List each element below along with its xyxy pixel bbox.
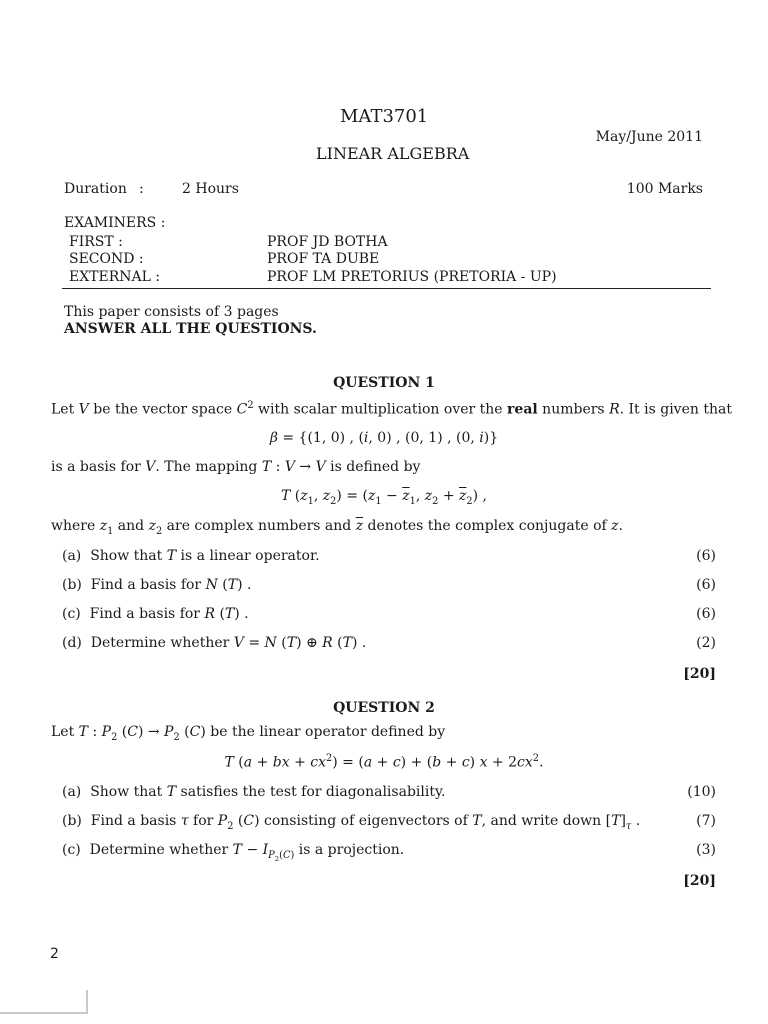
question2-heading: QUESTION 2 xyxy=(333,700,435,716)
part-text: Find a basis xyxy=(90,813,177,829)
question2-part-c: (c) Determine whether $T - I_{P_2(C)}$ is a projection. (3) xyxy=(62,842,716,863)
part-marks: (3) xyxy=(696,842,716,858)
examiner-role-first: FIRST : xyxy=(69,234,123,250)
duration-separator: : xyxy=(139,181,144,197)
question1-intro: Let V be the vector space $C^2$ with scalar multiplication over the real numbers R. It is given that xyxy=(51,400,732,418)
question1-mapping-formula: T ($z_1$, $z_2) = (z_1 - \overline{z}_1$, $z_2 + \overline{z}_2$) , xyxy=(280,488,488,507)
part-label: (c) xyxy=(62,606,81,622)
part-marks: (6) xyxy=(696,606,716,622)
part-label: (c) xyxy=(62,842,81,858)
part-marks: (7) xyxy=(696,813,716,829)
examiners-heading: EXAMINERS : xyxy=(64,215,166,231)
answer-all-instruction: ANSWER ALL THE QUESTIONS. xyxy=(64,321,317,337)
header-divider xyxy=(62,288,711,289)
course-code: MAT3701 xyxy=(340,106,429,127)
part-text: Determine whether xyxy=(89,842,229,858)
part-label: (b) xyxy=(62,813,82,829)
part-text-continued: for xyxy=(193,813,214,829)
question1-mapping-text: is a basis for V. The mapping T : V → V is defined by xyxy=(51,459,421,475)
duration-label: Duration xyxy=(64,181,127,197)
total-marks: 100 Marks xyxy=(626,181,703,197)
part-text-continued: consisting of eigenvectors of xyxy=(264,813,468,829)
part-text-continued: , and write down xyxy=(481,813,602,829)
part-marks: (2) xyxy=(696,635,716,651)
part-label: (a) xyxy=(62,784,82,800)
question1-total: [20] xyxy=(683,666,716,682)
question1-conjugate-note: where $z_1$ and $z_2$ are complex numbers and $\overline{z}$ denotes the complex conjugate of z. xyxy=(51,518,623,537)
part-label: (a) xyxy=(62,548,82,564)
question1-part-d: (d) Determine whether V = N (T) ⊕ R (T) . (2) xyxy=(62,635,716,651)
question2-total: [20] xyxy=(683,873,716,889)
part-marks: (6) xyxy=(696,577,716,593)
question1-basis-formula: β = {(1, 0) , (i, 0) , (0, 1) , (0, i)} xyxy=(269,430,499,446)
question2-intro: Let T : $P_2$ $(C) \to P_2$ (C) be the linear operator defined by xyxy=(51,724,446,743)
examiner-role-external: EXTERNAL : xyxy=(69,269,161,285)
part-text-continued: is a projection. xyxy=(298,842,405,858)
question2-part-a: (a) Show that T satisfies the test for diagonalisability. (10) xyxy=(62,784,716,800)
part-text-continued: is a linear operator. xyxy=(180,548,320,564)
course-title: LINEAR ALGEBRA xyxy=(316,144,470,163)
part-marks: (10) xyxy=(687,784,716,800)
part-label: (d) xyxy=(62,635,82,651)
part-marks: (6) xyxy=(696,548,716,564)
examiner-name-first: PROF JD BOTHA xyxy=(267,234,388,250)
question1-part-a: (a) Show that T is a linear operator. (6) xyxy=(62,548,716,564)
question1-part-b: (b) Find a basis for N (T) . (6) xyxy=(62,577,716,593)
page-corner-mark xyxy=(0,990,88,1014)
examiner-name-second: PROF TA DUBE xyxy=(267,251,380,267)
part-text: Find a basis for xyxy=(90,577,202,593)
examiner-role-second: SECOND : xyxy=(69,251,144,267)
part-text: Show that xyxy=(90,784,163,800)
question2-operator-formula: T (a + bx + $cx^2) = (a + c) + (b + c)$ $x + 2cx^2$. xyxy=(224,753,544,771)
part-label: (b) xyxy=(62,577,82,593)
part-text: Find a basis for xyxy=(89,606,200,622)
duration-value: 2 Hours xyxy=(182,181,239,197)
part-text: Determine whether xyxy=(90,635,230,651)
pages-note: This paper consists of 3 pages xyxy=(64,304,279,320)
exam-session: May/June 2011 xyxy=(595,129,703,145)
question2-part-b: (b) Find a basis τ for $P_2$ (C) consisting of eigenvectors of T, and write down $[T]_\tau$ . (7) xyxy=(62,813,716,832)
question1-heading: QUESTION 1 xyxy=(333,375,435,391)
examiner-name-external: PROF LM PRETORIUS (PRETORIA - UP) xyxy=(267,269,557,285)
question1-part-c: (c) Find a basis for R (T) . (6) xyxy=(62,606,716,622)
part-text: Show that xyxy=(90,548,163,564)
part-text-continued: satisfies the test for diagonalisability. xyxy=(180,784,446,800)
page-number: 2 xyxy=(50,946,59,962)
